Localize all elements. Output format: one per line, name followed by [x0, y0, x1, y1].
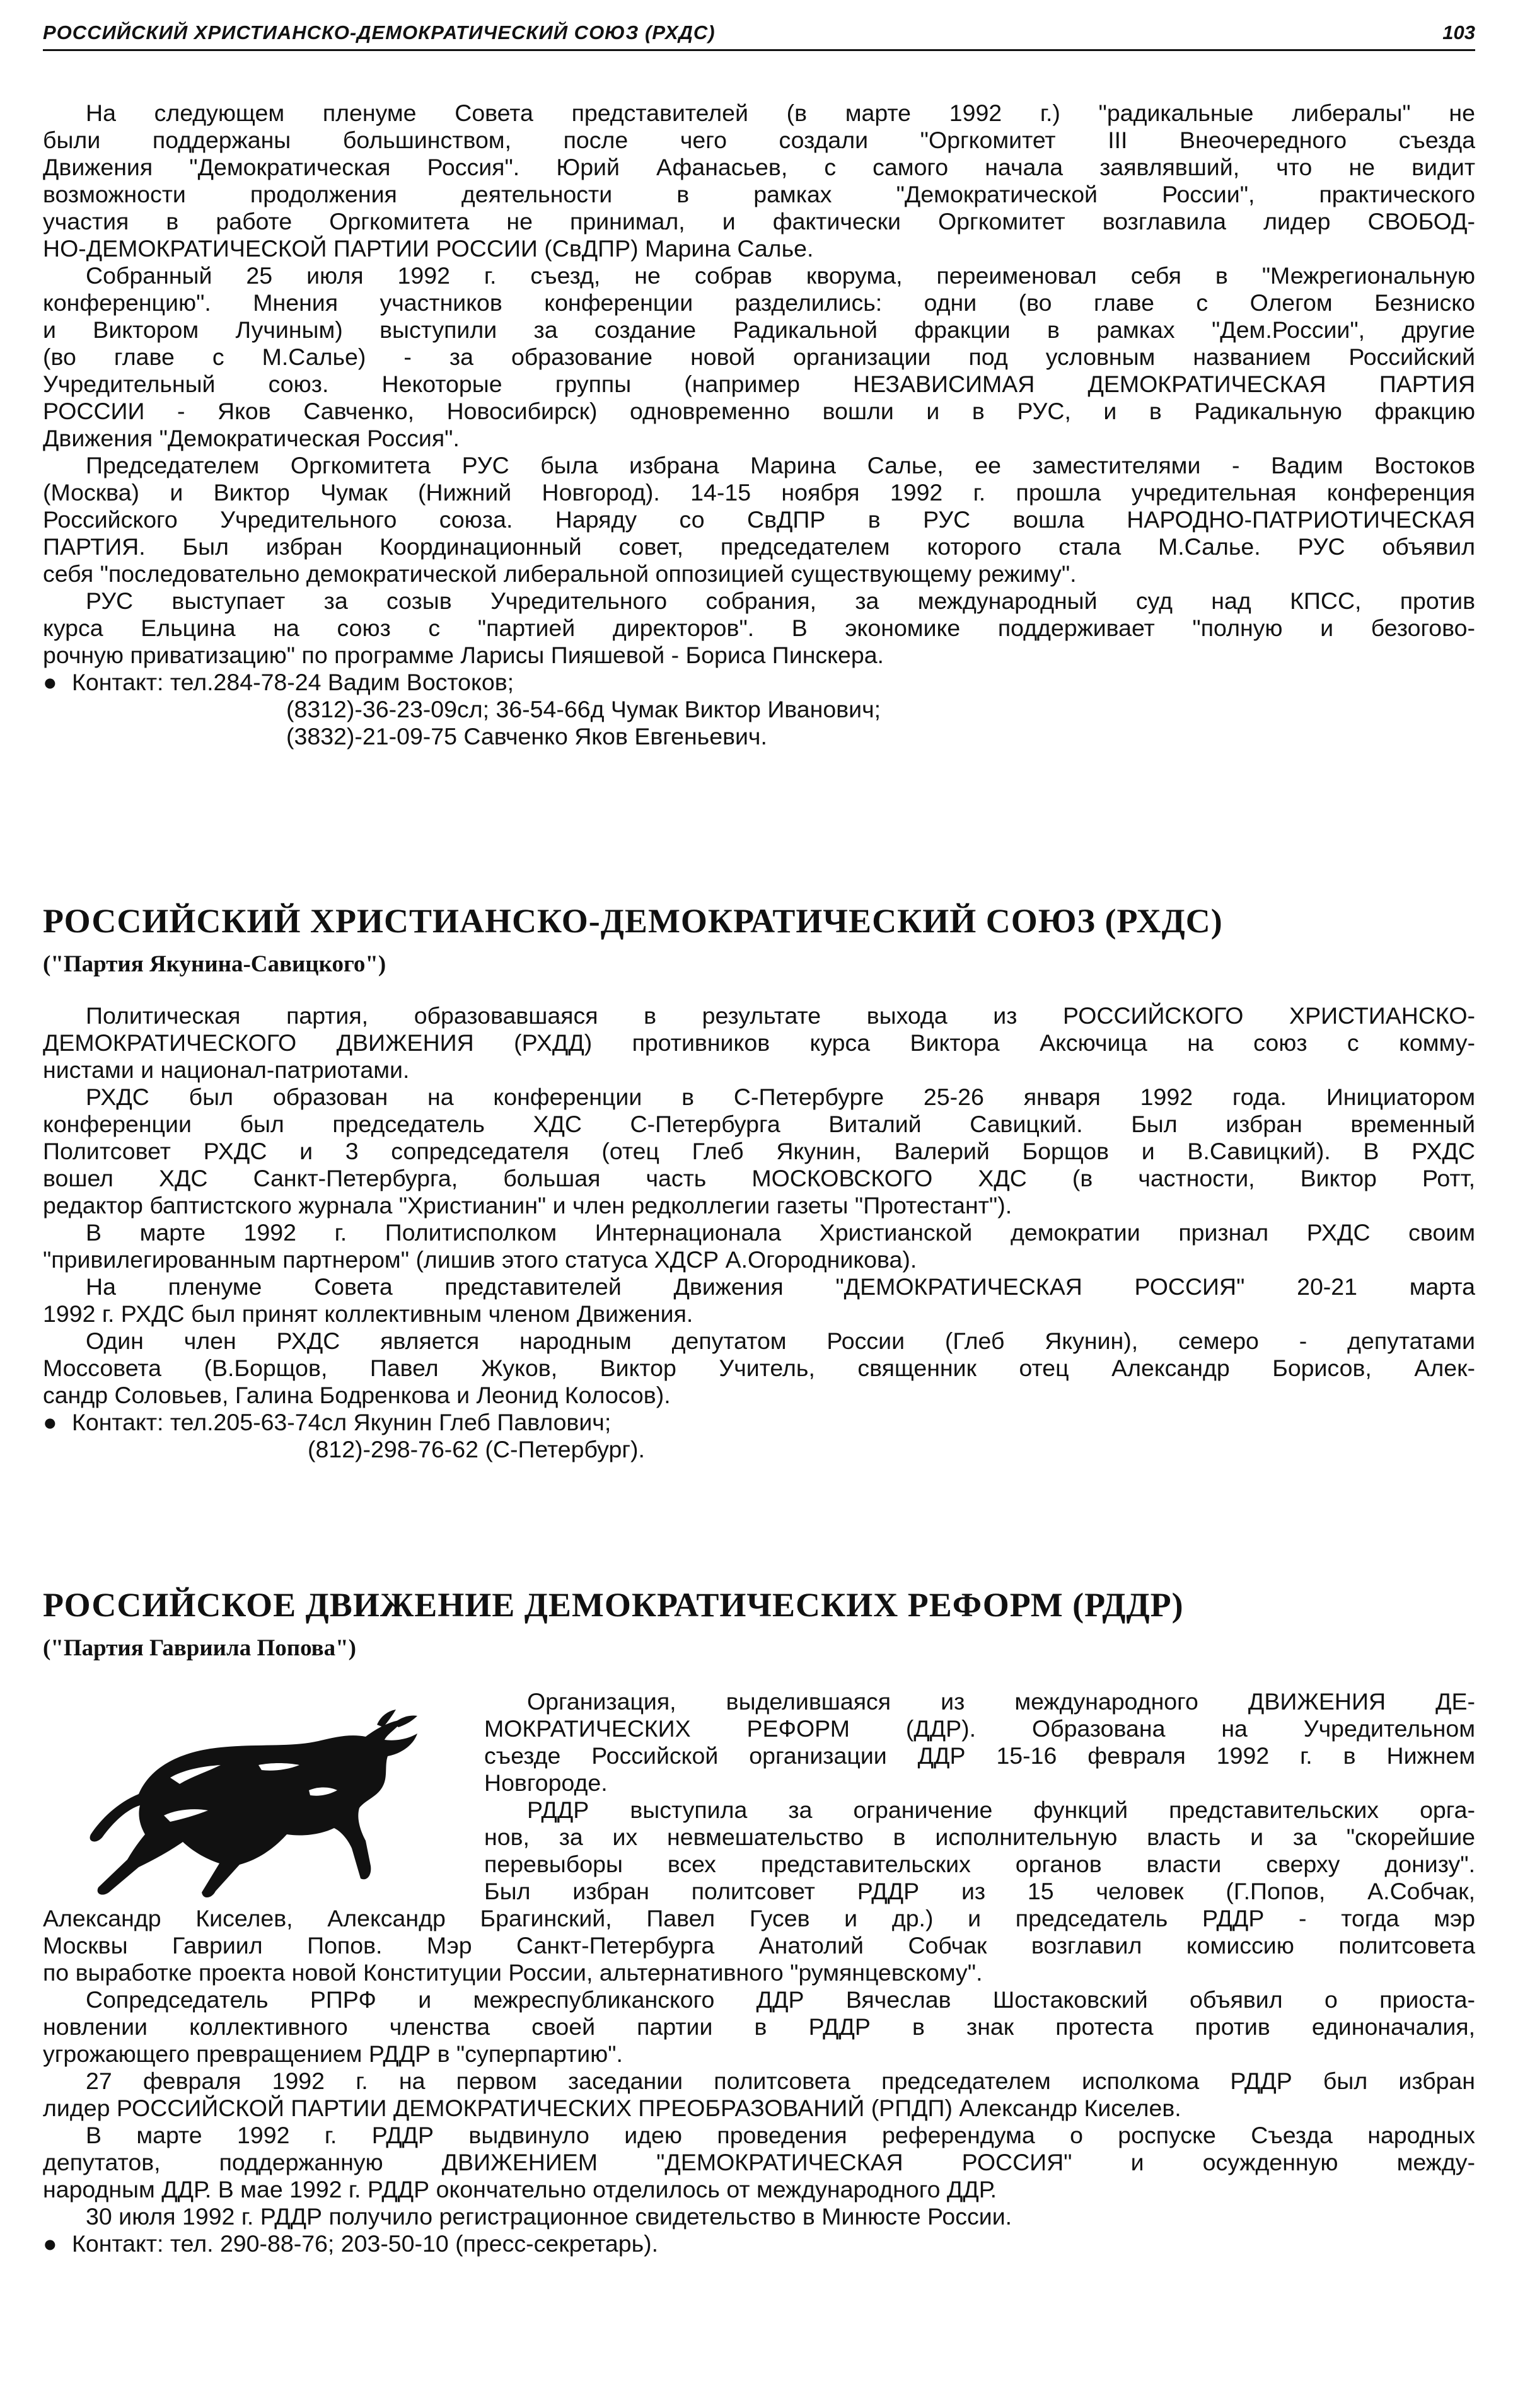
intro-text: [43, 100, 1475, 750]
text-line: Организация, выделившаяся из международного ДВИЖЕНИЯ ДЕ-: [527, 1688, 1475, 1715]
rddr-text: [43, 1905, 1475, 2257]
text-line: конференцию". Мнения участников конференции разделились: одни (во главе с Олегом Безниско: [43, 289, 1475, 316]
text-line: были поддержаны большинством, после чего создали "Оргкомитет III Внеочередного съезда: [43, 127, 1475, 153]
text-line: Новгороде.: [484, 1769, 608, 1796]
text-line: вошел ХДС Санкт-Петербурга, большая часть МОСКОВСКОГО ХДС (в частности, Виктор Ротт,: [43, 1165, 1475, 1191]
text-line: и Виктором Лучиным) выступили за создание Радикальной фракции в рамках "Дем.России", другие: [43, 316, 1475, 343]
text-line: Собранный 25 июля 1992 г. съезд, не собрав кворума, переименовал себя в "Межрегиональную: [86, 262, 1475, 289]
contact-line: [43, 1409, 1475, 1436]
text-line: Политсовет РХДС и 3 сопредседателя (отец Глеб Якунин, Валерий Борщов и В.Савицкий). В РХДС: [43, 1138, 1475, 1164]
contact-text: Контакт: тел. 290-88-76; 203-50-10 (пресс-секретарь).: [72, 2230, 659, 2257]
text-line: лидер РОССИЙСКОЙ ПАРТИИ ДЕМОКРАТИЧЕСКИХ ПРЕОБРАЗОВАНИЙ (РПДП) Александр Киселев.: [43, 2095, 1181, 2121]
text-line: 1992 г. РХДС был принят коллективным членом Движения.: [43, 1300, 693, 1327]
text-line: Был избран политсовет РДДР из 15 человек (Г.Попов, А.Собчак,: [484, 1878, 1475, 1904]
contact-line: [43, 669, 1475, 696]
text-line: Политическая партия, образовавшаяся в результате выхода из РОССИЙСКОГО ХРИСТИАНСКО-: [86, 1002, 1475, 1029]
text-line: редактор баптистского журнала "Христианин" и член редколлегии газеты "Протестант").: [43, 1192, 1012, 1218]
text-line: Председателем Оргкомитета РУС была избрана Марина Салье, ее заместителями - Вадим Востоков: [86, 452, 1475, 478]
rddr-text-wrapped: [484, 1688, 1475, 1905]
text-line: ПАРТИЯ. Был избран Координационный совет, председателем которого стала М.Салье. РУС объявил: [43, 533, 1475, 560]
text-line: угрожающего превращением РДДР в "суперпартию".: [43, 2040, 623, 2067]
contact-line: (8312)-36-23-09сл; 36-54-66д Чумак Виктор Иванович;: [286, 696, 881, 722]
text-line: участия в работе Оргкомитета не принимал, и фактически Оргкомитет возглавила лидер СВОБОД-: [43, 208, 1475, 234]
rhds-text: [43, 1002, 1475, 1463]
text-line: Движения "Демократическая Россия".: [43, 425, 460, 451]
text-line: Сопредседатель РПРФ и межреспубликанского ДДР Вячеслав Шостаковский объявил о приоста-: [86, 1986, 1475, 2013]
header-divider: [43, 49, 1475, 51]
text-line: На пленуме Совета представителей Движения "ДЕМОКРАТИЧЕСКАЯ РОССИЯ" 20-21 марта: [86, 1273, 1475, 1300]
bullet-icon: ●: [43, 1409, 57, 1435]
contact-text: Контакт: тел.205-63-74сл Якунин Глеб Павлович;: [72, 1409, 612, 1435]
running-title: РОССИЙСКИЙ ХРИСТИАНСКО-ДЕМОКРАТИЧЕСКИЙ СОЮЗ (РХДС): [43, 21, 716, 43]
text-line: нистами и национал-патриотами.: [43, 1056, 410, 1083]
text-line: (Москва) и Виктор Чумак (Нижний Новгород). 14-15 ноября 1992 г. прошла учредительная конференция: [43, 479, 1475, 506]
page-number: 103: [1442, 21, 1475, 43]
text-line: РОССИИ - Яков Савченко, Новосибирск) одновременно вошли и в РУС, и в Радикальную фракцию: [43, 398, 1475, 424]
text-line: 27 февраля 1992 г. на первом заседании политсовета председателем исполкома РДДР был избран: [86, 2068, 1475, 2094]
text-line: РХДС был образован на конференции в С-Петербурге 25-26 января 1992 года. Инициатором: [86, 1084, 1475, 1110]
text-line: перевыборы всех представительских органов власти сверху донизу".: [484, 1851, 1475, 1877]
contact-line: (812)-298-76-62 (С-Петербург).: [308, 1436, 645, 1462]
text-line: "привилегированным партнером" (лишив этого статуса ХДСР А.Огородникова).: [43, 1246, 917, 1273]
section-heading-rddr: РОССИЙСКОЕ ДВИЖЕНИЕ ДЕМОКРАТИЧЕСКИХ РЕФОРМ (РДДР): [43, 1586, 1184, 1624]
bullet-icon: ●: [43, 669, 57, 695]
bullet-icon: ●: [43, 2230, 57, 2257]
text-line: 30 июля 1992 г. РДДР получило регистрационное свидетельство в Минюсте России.: [86, 2203, 1012, 2230]
text-line: Моссовета (В.Борщов, Павел Жуков, Виктор Учитель, священник отец Александр Борисов, Алек-: [43, 1355, 1475, 1381]
text-line: РДДР выступила за ограничение функций представительских орга-: [527, 1797, 1475, 1823]
text-line: НО-ДЕМОКРАТИЧЕСКОЙ ПАРТИИ РОССИИ (СвДПР) Марина Салье.: [43, 235, 814, 262]
bison-illustration: [69, 1702, 435, 1916]
contact-text: Контакт: тел.284-78-24 Вадим Востоков;: [72, 669, 514, 695]
text-line: курса Ельцина на союз с "партией директоров". В экономике поддерживает "полную и безогово-: [43, 615, 1475, 641]
text-line: нов, за их невмешательство в исполнительную власть и за "скорейшие: [484, 1824, 1475, 1850]
text-line: Российского Учредительного союза. Наряду со СвДПР в РУС вошла НАРОДНО-ПАТРИОТИЧЕСКАЯ: [43, 506, 1475, 533]
contact-line: (3832)-21-09-75 Савченко Яков Евгеньевич.: [286, 723, 767, 750]
text-line: народным ДДР. В мае 1992 г. РДДР окончательно отделилось от международного ДДР.: [43, 2176, 997, 2203]
text-line: рочную приватизацию" по программе Ларисы Пияшевой - Бориса Пинскера.: [43, 642, 884, 668]
text-line: В марте 1992 г. Политисполком Интернационала Христианской демократии признал РХДС своим: [86, 1219, 1475, 1246]
section-subheading-rddr: ("Партия Гавриила Попова"): [43, 1635, 357, 1661]
text-line: съезде Российской организации ДДР 15-16 февраля 1992 г. в Нижнем: [484, 1742, 1475, 1769]
text-line: себя "последовательно демократической либеральной оппозицией существующему режиму".: [43, 560, 1077, 587]
text-line: Москвы Гавриил Попов. Мэр Санкт-Петербурга Анатолий Собчак возглавил комиссию политсовета: [43, 1932, 1475, 1959]
text-line: новлении коллективного членства своей партии в РДДР в знак протеста против единоначалия,: [43, 2013, 1475, 2040]
contact-line: [43, 2230, 1475, 2257]
text-line: На следующем пленуме Совета представителей (в марте 1992 г.) "радикальные либералы" не: [86, 100, 1475, 126]
text-line: МОКРАТИЧЕСКИХ РЕФОРМ (ДДР). Образована на Учредительном: [484, 1715, 1475, 1742]
text-line: ДЕМОКРАТИЧЕСКОГО ДВИЖЕНИЯ (РХДД) противников курса Виктора Аксючица на союз с комму-: [43, 1029, 1475, 1056]
text-line: Движения "Демократическая Россия". Юрий Афанасьев, с самого начала заявлявший, что не видит: [43, 154, 1475, 180]
text-line: возможности продолжения деятельности в рамках "Демократической России", практического: [43, 181, 1475, 207]
section-subheading-rhds: ("Партия Якунина-Савицкого"): [43, 951, 386, 977]
text-line: по выработке проекта новой Конституции России, альтернативного "румянцевскому".: [43, 1959, 983, 1986]
text-line: депутатов, поддержанную ДВИЖЕНИЕМ "ДЕМОКРАТИЧЕСКАЯ РОССИЯ" и осужденную между-: [43, 2149, 1475, 2175]
text-line: (во главе с М.Салье) - за образование новой организации под условным названием Российский: [43, 344, 1475, 370]
text-line: Александр Киселев, Александр Брагинский, Павел Гусев и др.) и председатель РДДР - тогда мэр: [43, 1905, 1475, 1931]
text-line: Учредительный союз. Некоторые группы (например НЕЗАВИСИМАЯ ДЕМОКРАТИЧЕСКАЯ ПАРТИЯ: [43, 371, 1475, 397]
text-line: конференции был председатель ХДС С-Петербурга Виталий Савицкий. Был избран временный: [43, 1111, 1475, 1137]
text-line: сандр Соловьев, Галина Бодренкова и Леонид Колосов).: [43, 1382, 671, 1408]
text-line: Один член РХДС является народным депутатом России (Глеб Якунин), семеро - депутатами: [86, 1328, 1475, 1354]
section-heading-rhds: РОССИЙСКИЙ ХРИСТИАНСКО-ДЕМОКРАТИЧЕСКИЙ СОЮЗ (РХДС): [43, 902, 1223, 940]
text-line: В марте 1992 г. РДДР выдвинуло идею проведения референдума о роспуске Съезда народных: [86, 2122, 1475, 2148]
text-line: РУС выступает за созыв Учредительного собрания, за международный суд над КПСС, против: [86, 588, 1475, 614]
